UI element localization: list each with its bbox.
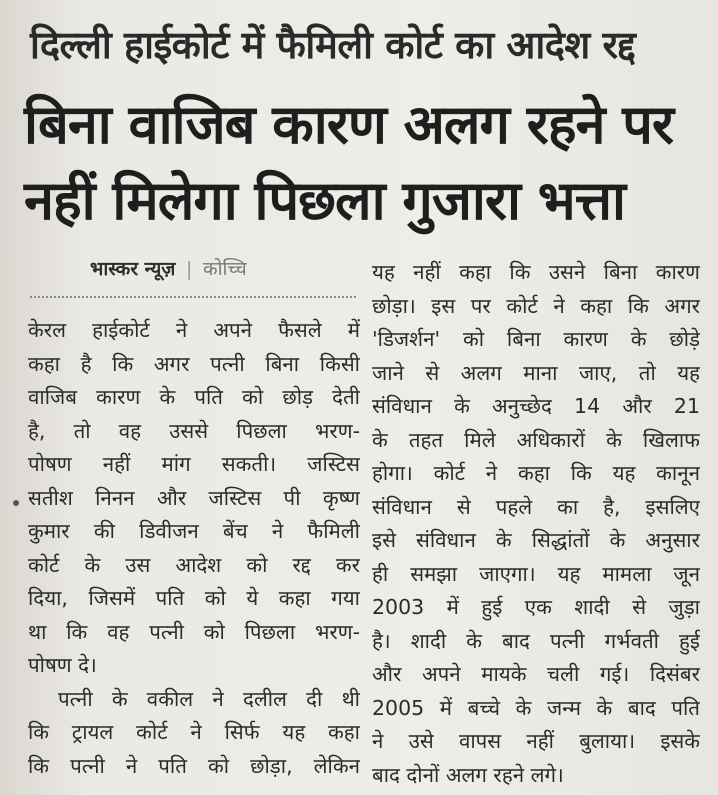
body-line: यह नहीं कहा कि उसने बिना कारण [372,260,700,284]
body-line: और अपने मायके चली गई। दिसंबर [372,662,700,686]
byline-location: कोच्चि [203,258,247,280]
body-line: इसे संविधान के सिद्धांतों के अनुसार [372,528,700,552]
article-column-right [372,256,700,792]
body-line: है, तो वह उससे पिछला भरण- [28,418,360,443]
body-line: जाने से अलग माना जाए, तो यह [372,360,700,385]
body-line: ने उसे वापस नहीं बुलाया। इसके [372,729,700,753]
article-column-left [28,314,360,783]
body-line: दिया, जिसमें पति को ये कहा गया [28,586,360,610]
body-line: पोषण दे। [28,653,97,677]
paragraph-start-line: पत्नी के वकील ने दलील दी थी [58,686,360,711]
body-line: संविधान से पहले का है, इसलिए [372,494,700,519]
body-line: 2003 में हुई एक शादी से जुड़ा [372,595,700,619]
body-line: पोषण नहीं मांग सकती। जस्टिस [28,452,360,476]
body-line: सतीश निनन और जस्टिस पी कृष्ण [28,485,360,510]
body-line: था कि वह पत्नी को पिछला भरण- [28,619,360,644]
body-line: बाद दोनों अलग रहने लगे। [372,762,564,787]
kicker-headline: दिल्ली हाईकोर्ट में फैमिली कोर्ट का आदेश रद्द [30,23,636,67]
headline-line-1: बिना वाजिब कारण अलग रहने पर [24,93,674,156]
body-line: कहा है कि अगर पत्नी बिना किसी [28,351,360,376]
byline-separator: | [186,258,193,280]
body-line: कोर्ट के उस आदेश को रद्द कर [28,552,360,577]
body-line: कि पत्नी ने पति को छोड़ा, लेकिन [28,753,360,778]
dotted-divider [30,296,356,298]
headline-line-2: नहीं मिलेगा पिछला गुजारा भत्ता [24,169,626,232]
body-line: केरल हाईकोर्ट ने अपने फैसले में [28,318,360,342]
byline-source: भास्कर न्यूज़ [90,258,176,280]
body-line: संविधान के अनुच्छेद 14 और 21 [372,394,700,418]
body-line: छोड़ा। इस पर कोर्ट ने कहा कि अगर [372,293,700,318]
byline [90,252,247,286]
body-line: कुमार की डिवीजन बेंच ने फैमिली [28,519,360,543]
body-line: ही समझा जाएगा। यह मामला जून [372,561,700,586]
bullet-dot [13,500,19,506]
body-line: 2005 में बच्चे के जन्म के बाद पति [372,695,700,720]
body-line: 'डिजर्शन' को बिना कारण के छोड़े [372,327,700,351]
body-line: वाजिब कारण के पति को छोड़ देती [28,385,360,409]
body-line: कि ट्रायल कोर्ट ने सिर्फ यह कहा [28,720,360,744]
body-line: के तहत मिले अधिकारों के खिलाफ [372,427,700,452]
body-line: है। शादी के बाद पत्नी गर्भवती हुई [372,628,700,653]
body-line: होगा। कोर्ट ने कहा कि यह कानून [372,461,700,485]
